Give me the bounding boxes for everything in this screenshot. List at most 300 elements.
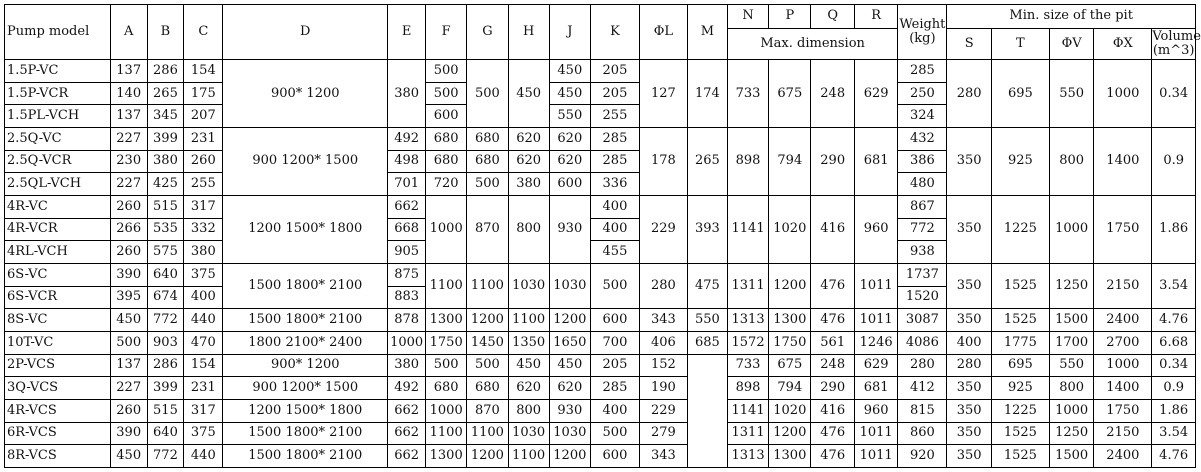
cell-b: 345 [147, 105, 184, 128]
cell-phi-x: 1750 [1094, 399, 1152, 422]
table-row [5, 422, 1196, 445]
cell-k: 336 [590, 173, 639, 196]
cell-j: 450 [549, 354, 590, 377]
cell-a: 140 [110, 82, 147, 105]
cell-a: 260 [110, 241, 147, 264]
cell-n: 733 [727, 60, 768, 128]
cell-p: 794 [769, 128, 811, 196]
cell-weight: 3087 [898, 309, 947, 332]
cell-c: 375 [184, 422, 223, 445]
cell-j: 620 [549, 150, 590, 173]
cell-r: 960 [854, 399, 897, 422]
cell-f: 1000 [426, 399, 467, 422]
cell-h: 800 [508, 195, 549, 263]
cell-p: 675 [769, 354, 811, 377]
cell-model: 4RL-VCH [5, 241, 111, 264]
cell-c: 332 [184, 218, 223, 241]
table-row [5, 309, 1196, 332]
cell-g: 500 [467, 354, 508, 377]
cell-weight: 280 [898, 354, 947, 377]
cell-weight: 938 [898, 241, 947, 264]
cell-phi-l: 190 [639, 377, 687, 400]
header-p: P [769, 5, 811, 29]
cell-h: 620 [508, 128, 549, 151]
cell-phi-v: 1500 [1049, 445, 1094, 468]
cell-k: 205 [590, 354, 639, 377]
cell-n: 733 [727, 354, 768, 377]
cell-f: 680 [426, 377, 467, 400]
cell-n: 898 [727, 377, 768, 400]
cell-s: 350 [947, 445, 992, 468]
cell-b: 640 [147, 263, 184, 286]
header-d: D [223, 5, 388, 60]
cell-volume: 3.54 [1152, 422, 1196, 445]
cell-h: 800 [508, 399, 549, 422]
cell-d: 1500 1800* 2100 [223, 445, 388, 468]
cell-m: 265 [687, 128, 727, 196]
header-a: A [110, 5, 147, 60]
cell-h: 1100 [508, 445, 549, 468]
cell-phi-x: 2400 [1094, 445, 1152, 468]
cell-s: 350 [947, 377, 992, 400]
cell-p: 1750 [769, 331, 811, 354]
cell-phi-l: 229 [639, 195, 687, 263]
cell-h: 380 [508, 173, 549, 196]
header-volume-line2: (m^3) [1152, 42, 1195, 58]
cell-e: 701 [388, 173, 426, 196]
cell-k: 500 [590, 422, 639, 445]
cell-phi-x: 1400 [1094, 128, 1152, 196]
cell-c: 440 [184, 309, 223, 332]
header-j: J [549, 5, 590, 60]
cell-e: 883 [388, 286, 426, 309]
cell-j: 620 [549, 377, 590, 400]
cell-model: 4R-VCS [5, 399, 111, 422]
cell-model: 2.5Q-VC [5, 128, 111, 151]
cell-phi-l: 178 [639, 128, 687, 196]
cell-k: 255 [590, 105, 639, 128]
cell-b: 535 [147, 218, 184, 241]
cell-p: 675 [769, 60, 811, 128]
cell-t: 1525 [991, 263, 1049, 308]
cell-phi-l: 229 [639, 399, 687, 422]
header-row-1 [5, 5, 1196, 29]
cell-k: 600 [590, 445, 639, 468]
cell-weight: 432 [898, 128, 947, 151]
cell-j: 1030 [549, 263, 590, 308]
cell-c: 317 [184, 195, 223, 218]
cell-e: 1000 [388, 331, 426, 354]
cell-k: 205 [590, 82, 639, 105]
cell-d: 1800 2100* 2400 [223, 331, 388, 354]
cell-n: 1141 [727, 195, 768, 263]
cell-phi-v: 550 [1049, 354, 1094, 377]
cell-volume: 0.9 [1152, 377, 1196, 400]
cell-g: 1200 [467, 309, 508, 332]
cell-a: 230 [110, 150, 147, 173]
cell-weight: 250 [898, 82, 947, 105]
cell-e: 668 [388, 218, 426, 241]
cell-model: 2P-VCS [5, 354, 111, 377]
cell-weight: 412 [898, 377, 947, 400]
header-f: F [426, 5, 467, 60]
cell-r: 1011 [854, 263, 897, 308]
cell-r: 629 [854, 60, 897, 128]
cell-q: 476 [811, 263, 854, 308]
header-phi-x: ΦX [1094, 28, 1152, 59]
cell-p: 1020 [769, 399, 811, 422]
cell-f: 1300 [426, 445, 467, 468]
cell-model: 8S-VC [5, 309, 111, 332]
cell-t: 1775 [991, 331, 1049, 354]
cell-d: 900* 1200 [223, 60, 388, 128]
cell-h: 620 [508, 150, 549, 173]
cell-p: 1020 [769, 195, 811, 263]
cell-e: 878 [388, 309, 426, 332]
cell-f: 500 [426, 354, 467, 377]
cell-k: 205 [590, 60, 639, 83]
cell-h: 450 [508, 354, 549, 377]
cell-q: 416 [811, 399, 854, 422]
cell-r: 1011 [854, 309, 897, 332]
cell-p: 794 [769, 377, 811, 400]
cell-g: 680 [467, 150, 508, 173]
cell-a: 395 [110, 286, 147, 309]
cell-s: 350 [947, 263, 992, 308]
cell-r: 629 [854, 354, 897, 377]
cell-d: 1500 1800* 2100 [223, 263, 388, 308]
cell-p: 1200 [769, 422, 811, 445]
cell-s: 280 [947, 60, 992, 128]
header-h: H [508, 5, 549, 60]
header-weight-line1: Weight [899, 17, 946, 33]
cell-phi-l: 343 [639, 445, 687, 468]
cell-e: 905 [388, 241, 426, 264]
cell-b: 286 [147, 60, 184, 83]
cell-s: 400 [947, 331, 992, 354]
cell-b: 286 [147, 354, 184, 377]
cell-weight: 480 [898, 173, 947, 196]
cell-q: 476 [811, 445, 854, 468]
cell-model: 4R-VC [5, 195, 111, 218]
cell-g: 500 [467, 60, 508, 128]
cell-g: 870 [467, 399, 508, 422]
cell-phi-v: 800 [1049, 128, 1094, 196]
cell-b: 425 [147, 173, 184, 196]
cell-a: 137 [110, 105, 147, 128]
cell-volume: 1.86 [1152, 399, 1196, 422]
cell-model: 6S-VC [5, 263, 111, 286]
cell-j: 1200 [549, 445, 590, 468]
cell-b: 903 [147, 331, 184, 354]
cell-weight: 772 [898, 218, 947, 241]
cell-r: 960 [854, 195, 897, 263]
cell-h: 1030 [508, 263, 549, 308]
cell-weight: 324 [898, 105, 947, 128]
cell-e: 662 [388, 399, 426, 422]
cell-s: 350 [947, 399, 992, 422]
cell-volume: 0.34 [1152, 354, 1196, 377]
cell-e: 662 [388, 195, 426, 218]
cell-j: 930 [549, 195, 590, 263]
cell-phi-v: 1250 [1049, 263, 1094, 308]
cell-n: 1313 [727, 445, 768, 468]
cell-c: 375 [184, 263, 223, 286]
header-pump-model: Pump model [5, 5, 111, 60]
cell-c: 400 [184, 286, 223, 309]
cell-t: 1525 [991, 445, 1049, 468]
cell-a: 227 [110, 377, 147, 400]
header-max-dimension: Max. dimension [727, 28, 897, 59]
table-row [5, 445, 1196, 468]
cell-p: 1200 [769, 263, 811, 308]
cell-model: 3Q-VCS [5, 377, 111, 400]
cell-n: 1311 [727, 422, 768, 445]
cell-b: 265 [147, 82, 184, 105]
cell-phi-x: 2400 [1094, 309, 1152, 332]
cell-r: 1011 [854, 445, 897, 468]
cell-h: 1030 [508, 422, 549, 445]
cell-f: 500 [426, 60, 467, 83]
header-q: Q [811, 5, 854, 29]
cell-b: 772 [147, 309, 184, 332]
cell-phi-v: 1000 [1049, 399, 1094, 422]
cell-volume: 0.9 [1152, 128, 1196, 196]
header-c: C [184, 5, 223, 60]
cell-volume: 3.54 [1152, 263, 1196, 308]
cell-a: 137 [110, 354, 147, 377]
cell-n: 1313 [727, 309, 768, 332]
cell-phi-l: 279 [639, 422, 687, 445]
cell-weight: 867 [898, 195, 947, 218]
cell-phi-x: 2150 [1094, 422, 1152, 445]
cell-a: 137 [110, 60, 147, 83]
cell-p: 1300 [769, 309, 811, 332]
cell-k: 455 [590, 241, 639, 264]
cell-a: 500 [110, 331, 147, 354]
cell-c: 317 [184, 399, 223, 422]
cell-phi-v: 800 [1049, 377, 1094, 400]
cell-c: 207 [184, 105, 223, 128]
cell-b: 515 [147, 399, 184, 422]
cell-r: 681 [854, 377, 897, 400]
table-row [5, 60, 1196, 83]
cell-j: 1030 [549, 422, 590, 445]
cell-f: 720 [426, 173, 467, 196]
cell-c: 231 [184, 377, 223, 400]
cell-h: 1100 [508, 309, 549, 332]
table-row [5, 331, 1196, 354]
cell-e: 380 [388, 354, 426, 377]
cell-t: 925 [991, 377, 1049, 400]
cell-weight: 1737 [898, 263, 947, 286]
cell-n: 1572 [727, 331, 768, 354]
cell-t: 1525 [991, 422, 1049, 445]
cell-e: 662 [388, 445, 426, 468]
cell-volume: 4.76 [1152, 445, 1196, 468]
header-t: T [991, 28, 1049, 59]
cell-model: 4R-VCR [5, 218, 111, 241]
cell-volume: 6.68 [1152, 331, 1196, 354]
cell-g: 1450 [467, 331, 508, 354]
cell-j: 1200 [549, 309, 590, 332]
cell-e: 875 [388, 263, 426, 286]
cell-d: 1500 1800* 2100 [223, 309, 388, 332]
cell-a: 450 [110, 309, 147, 332]
cell-s: 350 [947, 128, 992, 196]
cell-phi-l: 406 [639, 331, 687, 354]
cell-weight: 815 [898, 399, 947, 422]
cell-c: 255 [184, 173, 223, 196]
cell-j: 600 [549, 173, 590, 196]
header-r: R [854, 5, 897, 29]
cell-volume: 0.34 [1152, 60, 1196, 128]
cell-j: 1650 [549, 331, 590, 354]
cell-r: 1246 [854, 331, 897, 354]
cell-e: 662 [388, 422, 426, 445]
cell-g: 680 [467, 128, 508, 151]
cell-g: 1100 [467, 263, 508, 308]
cell-weight: 386 [898, 150, 947, 173]
cell-h: 1350 [508, 331, 549, 354]
cell-a: 390 [110, 422, 147, 445]
cell-phi-v: 1700 [1049, 331, 1094, 354]
cell-k: 400 [590, 218, 639, 241]
cell-f: 1100 [426, 422, 467, 445]
cell-weight: 920 [898, 445, 947, 468]
cell-a: 227 [110, 173, 147, 196]
cell-k: 285 [590, 150, 639, 173]
pump-specification-table [4, 4, 1201, 468]
cell-weight: 1520 [898, 286, 947, 309]
cell-q: 290 [811, 128, 854, 196]
cell-s: 280 [947, 354, 992, 377]
cell-a: 227 [110, 128, 147, 151]
cell-model: 1.5P-VCR [5, 82, 111, 105]
cell-b: 399 [147, 128, 184, 151]
cell-k: 285 [590, 128, 639, 151]
cell-d: 900* 1200 [223, 354, 388, 377]
cell-j: 550 [549, 105, 590, 128]
cell-model: 10T-VC [5, 331, 111, 354]
cell-t: 1225 [991, 195, 1049, 263]
cell-q: 248 [811, 60, 854, 128]
cell-d: 900 1200* 1500 [223, 377, 388, 400]
cell-k: 285 [590, 377, 639, 400]
cell-f: 680 [426, 150, 467, 173]
cell-weight: 860 [898, 422, 947, 445]
table-row [5, 354, 1196, 377]
cell-t: 695 [991, 354, 1049, 377]
table-row [5, 263, 1196, 286]
cell-h: 450 [508, 60, 549, 128]
header-phi-v: ΦV [1049, 28, 1094, 59]
cell-q: 476 [811, 422, 854, 445]
table-row [5, 195, 1196, 218]
cell-d: 1500 1800* 2100 [223, 422, 388, 445]
cell-m-empty [687, 354, 727, 467]
cell-a: 260 [110, 195, 147, 218]
cell-c: 470 [184, 331, 223, 354]
cell-k: 600 [590, 309, 639, 332]
cell-g: 1200 [467, 445, 508, 468]
cell-s: 350 [947, 309, 992, 332]
cell-p: 1300 [769, 445, 811, 468]
cell-q: 476 [811, 309, 854, 332]
header-g: G [467, 5, 508, 60]
cell-q: 248 [811, 354, 854, 377]
header-volume [1152, 28, 1201, 59]
cell-q: 561 [811, 331, 854, 354]
cell-h: 620 [508, 377, 549, 400]
cell-phi-l: 343 [639, 309, 687, 332]
cell-j: 620 [549, 128, 590, 151]
cell-f: 680 [426, 128, 467, 151]
cell-volume: 1.86 [1152, 195, 1196, 263]
cell-phi-v: 1500 [1049, 309, 1094, 332]
cell-model: 1.5PL-VCH [5, 105, 111, 128]
cell-model: 6S-VCR [5, 286, 111, 309]
cell-f: 1000 [426, 195, 467, 263]
header-s: S [947, 28, 992, 59]
cell-b: 380 [147, 150, 184, 173]
table-row [5, 377, 1196, 400]
cell-b: 399 [147, 377, 184, 400]
cell-t: 1225 [991, 399, 1049, 422]
cell-model: 1.5P-VC [5, 60, 111, 83]
header-m: M [687, 5, 727, 60]
cell-e: 492 [388, 377, 426, 400]
cell-a: 390 [110, 263, 147, 286]
cell-c: 231 [184, 128, 223, 151]
cell-r: 1011 [854, 422, 897, 445]
cell-phi-x: 1000 [1094, 60, 1152, 128]
cell-g: 680 [467, 377, 508, 400]
cell-r: 681 [854, 128, 897, 196]
cell-weight: 4086 [898, 331, 947, 354]
header-b: B [147, 5, 184, 60]
cell-e: 380 [388, 60, 426, 128]
cell-e: 492 [388, 128, 426, 151]
cell-j: 450 [549, 82, 590, 105]
cell-s: 350 [947, 195, 992, 263]
cell-f: 1300 [426, 309, 467, 332]
cell-phi-l: 127 [639, 60, 687, 128]
cell-c: 260 [184, 150, 223, 173]
cell-b: 515 [147, 195, 184, 218]
header-pit-title: Min. size of the pit [947, 5, 1196, 29]
cell-d: 1200 1500* 1800 [223, 399, 388, 422]
cell-j: 450 [549, 60, 590, 83]
cell-g: 500 [467, 173, 508, 196]
table-row [5, 128, 1196, 151]
cell-c: 440 [184, 445, 223, 468]
cell-phi-l: 152 [639, 354, 687, 377]
table-row [5, 399, 1196, 422]
cell-model: 6R-VCS [5, 422, 111, 445]
cell-phi-l: 280 [639, 263, 687, 308]
header-e: E [388, 5, 426, 60]
cell-a: 450 [110, 445, 147, 468]
cell-k: 500 [590, 263, 639, 308]
cell-j: 930 [549, 399, 590, 422]
cell-weight: 285 [898, 60, 947, 83]
cell-c: 154 [184, 354, 223, 377]
cell-d: 1200 1500* 1800 [223, 195, 388, 263]
cell-model: 8R-VCS [5, 445, 111, 468]
cell-phi-x: 1400 [1094, 377, 1152, 400]
cell-k: 400 [590, 399, 639, 422]
